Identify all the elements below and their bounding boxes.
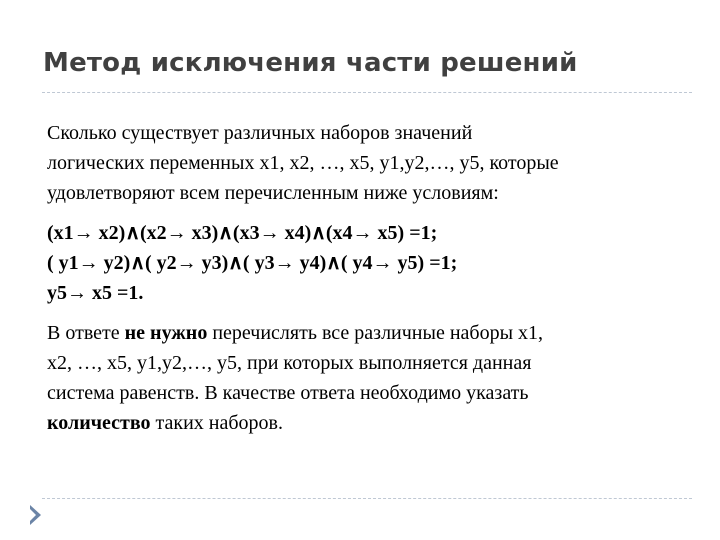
equation-2: ( y1→ y2)∧( y2→ y3)∧( y3→ y4)∧( y4→ y5) =1; — [47, 252, 458, 274]
triangle-right-icon — [30, 505, 41, 525]
note-line-1 — [47, 318, 687, 348]
emphasis-count: количество — [47, 412, 151, 434]
question-paragraph — [47, 118, 687, 208]
emphasis-not-needed: не нужно — [124, 322, 208, 344]
note-line-4-end: таких наборов. — [150, 412, 283, 434]
equation-3: y5→ x5 =1. — [47, 282, 144, 304]
question-line-3: удовлетворяют всем перечисленным ниже условиям: — [47, 182, 499, 204]
page-title: Метод исключения части решений — [43, 48, 578, 78]
equation-system — [47, 218, 687, 308]
slide-body — [47, 118, 687, 448]
title-divider — [42, 92, 692, 93]
question-line-2: логических переменных x1, x2, …, x5, y1,y2,…, y5, которые — [47, 152, 559, 174]
note-line-4 — [47, 408, 687, 438]
note-line-2: x2, …, x5, y1,y2,…, y5, при которых выполняется данная — [47, 352, 532, 374]
note-paragraph — [47, 318, 687, 438]
note-line-1-start: В ответе — [47, 322, 125, 344]
question-line-1: Сколько существует различных наборов значений — [47, 122, 473, 144]
equation-1: (x1→ x2)∧(x2→ x3)∧(x3→ x4)∧(x4→ x5) =1; — [47, 222, 438, 244]
note-line-1-end: перечислять все различные наборы x1, — [207, 322, 544, 344]
footer-divider — [42, 498, 692, 499]
note-line-3: система равенств. В качестве ответа необходимо указать — [47, 382, 529, 404]
